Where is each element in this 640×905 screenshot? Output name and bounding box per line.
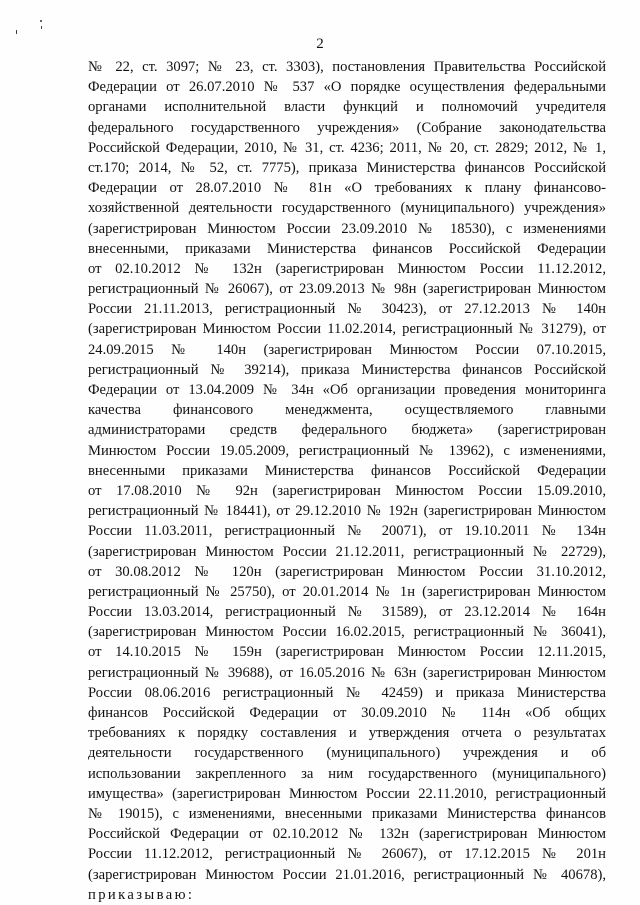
paragraph-line: качества финансового менеджмента, осуществляемого главными <box>88 402 606 419</box>
page-number: 2 <box>316 36 324 52</box>
paragraph-line: внесенными приказами Министерства финансов Российской Федерации <box>88 462 606 479</box>
paragraph-line: регистрационный № 39688), от 16.05.2016 № 63н (зарегистрирован Минюстом <box>88 664 606 681</box>
paragraph-line: (зарегистрирован Минюстом России 21.12.2011, регистрационный № 22729), <box>88 543 606 560</box>
closing-directive-line: приказываю: <box>88 886 195 903</box>
paragraph-line: органами исполнительной власти функций и полномочий учредителя <box>88 99 606 116</box>
paragraph-line: России 13.03.2014, регистрационный № 31589), от 23.12.2014 № 164н <box>88 604 606 621</box>
paragraph-line: от 02.10.2012 № 132н (зарегистрирован Минюстом России 11.12.2012, <box>88 260 606 277</box>
paragraph-line: использовании закрепленного за ним государственного (муниципального) <box>88 765 606 782</box>
paragraph-line: России 11.12.2012, регистрационный № 26067), от 17.12.2015 № 201н <box>88 846 606 863</box>
paragraph-line: федерального государственного учреждения» (Собрание законодательства <box>88 119 606 136</box>
paragraph-line: России 21.11.2013, регистрационный № 30423), от 27.12.2013 № 140н <box>88 301 606 318</box>
paragraph-line: № 22, ст. 3097; № 23, ст. 3303), постановления Правительства Российской <box>88 59 606 75</box>
paragraph-line: (зарегистрирован Минюстом России 23.09.2010 № 18530), с изменениями <box>88 220 606 237</box>
paragraph-line: (зарегистрирован Минюстом России 16.02.2015, регистрационный № 36041), <box>88 624 606 641</box>
paragraph-line: имущества» (зарегистрирован Минюстом России 22.11.2010, регистрационный <box>88 785 606 802</box>
paragraph-line: финансов Российской Федерации от 30.09.2010 № 114н «Об общих <box>88 705 606 721</box>
paragraph-line: от 17.08.2010 № 92н (зарегистрирован Минюстом России 15.09.2010, <box>88 482 606 499</box>
paragraph-line: ст.170; 2014, № 52, ст. 7775), приказа Министерства финансов Российской <box>88 159 606 176</box>
paragraph-line: 24.09.2015 № 140н (зарегистрирован Минюстом России 07.10.2015, <box>88 341 606 358</box>
paragraph-line: деятельности государственного (муниципального) учреждения и об <box>88 745 606 762</box>
paragraph-line: Федерации от 13.04.2009 № 34н «Об организации проведения мониторинга <box>88 382 606 398</box>
paragraph-line: требованиях к порядку составления и утверждения отчета о результатах <box>88 725 606 742</box>
paragraph-line: администраторами средств федерального бюджета» (зарегистрирован <box>88 422 606 439</box>
paragraph-line: внесенными, приказами Министерства финансов Российской Федерации <box>88 240 606 257</box>
paragraph-line: № 19015), с изменениями, внесенными приказами Министерства финансов <box>88 805 606 822</box>
paragraph-line: Российской Федерации от 02.10.2012 № 132н (зарегистрирован Минюстом <box>88 826 606 843</box>
paragraph-line: Минюстом России 19.05.2009, регистрационный № 13962), с изменениями, <box>88 442 606 459</box>
paragraph-line: от 14.10.2015 № 159н (зарегистрирован Минюстом России 12.11.2015, <box>88 644 606 661</box>
paragraph-line: от 30.08.2012 № 120н (зарегистрирован Минюстом России 31.10.2012, <box>88 563 606 580</box>
scan-speck <box>40 20 42 22</box>
paragraph-line: регистрационный № 18441), от 29.12.2010 № 192н (зарегистрирован Минюстом <box>88 503 606 520</box>
paragraph-line: Российской Федерации, 2010, № 31, ст. 4236; 2011, № 20, ст. 2829; 2012, № 1, <box>88 139 606 156</box>
scan-speck <box>41 26 42 29</box>
paragraph-line: Федерации от 28.07.2010 № 81н «О требованиях к плану финансово- <box>88 180 606 197</box>
paragraph-line: регистрационный № 26067), от 23.09.2013 № 98н (зарегистрирован Минюстом <box>88 281 606 298</box>
paragraph-line: (зарегистрирован Минюстом России 11.02.2014, регистрационный № 31279), от <box>88 321 606 338</box>
scan-speck <box>16 30 17 34</box>
paragraph-line: хозяйственной деятельности государственного (муниципального) учреждения» <box>88 200 606 217</box>
paragraph-line: России 11.03.2011, регистрационный № 20071), от 19.10.2011 № 134н <box>88 523 606 540</box>
paragraph-line: России 08.06.2016 регистрационный № 42459) и приказа Министерства <box>88 684 606 701</box>
paragraph-line: Федерации от 26.07.2010 № 537 «О порядке осуществления федеральными <box>88 79 606 96</box>
document-body <box>88 57 606 905</box>
paragraph-line: регистрационный № 25750), от 20.01.2014 № 1н (зарегистрирован Минюстом <box>88 583 606 600</box>
paragraph-line: (зарегистрирован Минюстом России 21.01.2016, регистрационный № 40678), <box>88 866 606 883</box>
paragraph-line: регистрационный № 39214), приказа Министерства финансов Российской <box>88 361 606 378</box>
